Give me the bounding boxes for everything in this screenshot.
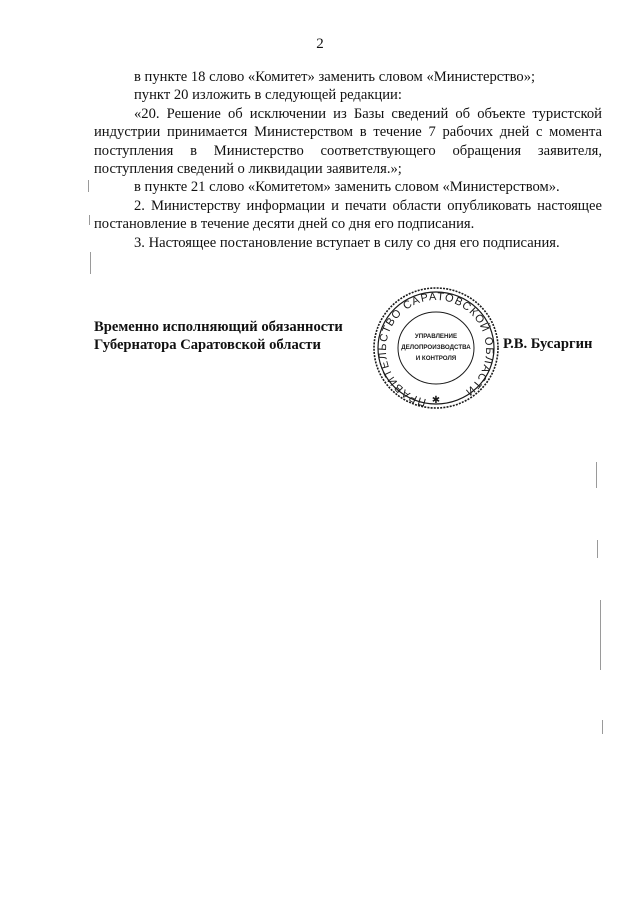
seal-inner-line3: И КОНТРОЛЯ: [415, 355, 457, 362]
official-seal: [370, 284, 502, 412]
scan-mark: [597, 540, 598, 558]
paragraph-amend-21: в пункте 21 слово «Комитетом» заменить словом «Министерством».: [134, 179, 560, 196]
paragraph-publication: 2. Министерству информации и печати области опубликовать настоящее постановление в течение десяти дней со дня его подписания.: [94, 197, 602, 233]
scan-mark: [88, 180, 89, 192]
document-body: [94, 68, 602, 252]
seal-outer-text: ПРАВИТЕЛЬСТВО САРАТОВСКОЙ ОБЛАСТИ: [376, 290, 496, 408]
paragraph-amend-20-intro: пункт 20 изложить в следующей редакции:: [134, 87, 402, 104]
signatory-position: [94, 318, 343, 354]
scan-mark: [90, 252, 91, 274]
signatory-position-line1: Временно исполняющий обязанности: [94, 319, 343, 335]
signatory-name: Р.В. Бусаргин: [503, 336, 593, 352]
scan-mark: [600, 600, 601, 670]
paragraph-effective-date: 3. Настоящее постановление вступает в силу со дня его подписания.: [134, 234, 560, 251]
paragraph-amend-18: в пункте 18 слово «Комитет» заменить словом «Министерство»;: [134, 69, 536, 85]
seal-star-icon: ✱: [431, 395, 441, 406]
page-number: 2: [316, 36, 324, 52]
seal-inner-line2: ДЕЛОПРОИЗВОДСТВА: [401, 344, 471, 351]
scan-mark: [89, 215, 90, 225]
scan-mark: [596, 462, 597, 488]
scan-mark: [602, 720, 603, 734]
seal-inner-line1: УПРАВЛЕНИЕ: [414, 333, 458, 340]
paragraph-point-20-text: «20. Решение об исключении из Базы сведений об объекте туристской индустрии принимается Министерством в течение 7 рабочих дней с момента поступления в Министерство соответствующего обращения заявителя, поступления сведений о ликвидации заявителя.»;: [94, 105, 602, 178]
signatory-position-line2: Губернатора Саратовской области: [94, 337, 321, 353]
